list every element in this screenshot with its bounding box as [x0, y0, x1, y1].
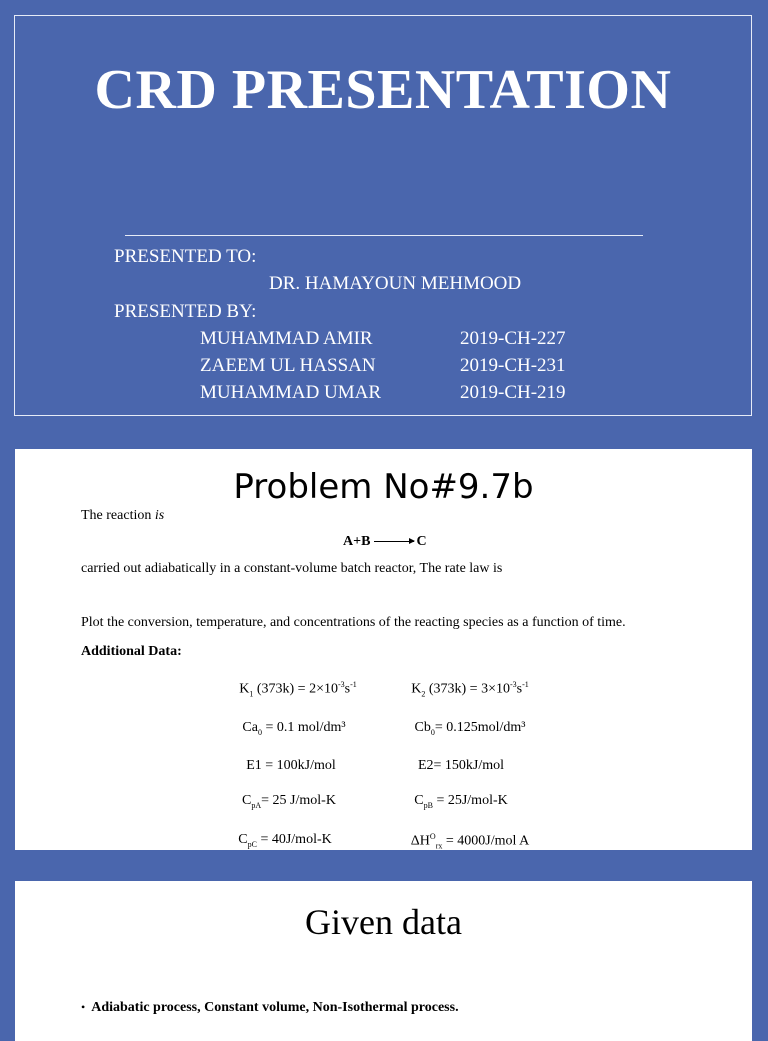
reaction-intro: The reaction is [81, 508, 165, 523]
task-description: Plot the conversion, temperature, and concentrations of the reacting species as a function of time. [81, 615, 626, 630]
ca0-value: $Ca_0 = 0.1$ mol/dm³ [242, 720, 346, 737]
given-data-slide [15, 881, 752, 1041]
bullet-item: • Adiabatic process, Constant volume, Non-Isothermal process. [81, 1000, 459, 1015]
presented-to-label: PRESENTED TO: [114, 246, 257, 267]
member-id: 2019-CH-227 [460, 328, 566, 349]
additional-data-label: Additional Data: [81, 644, 182, 659]
member-name: MUHAMMAD UMAR [200, 382, 382, 403]
problem-slide [15, 449, 752, 850]
cb0-value: $Cb_0= 0.125mol/dm^3$ [414, 720, 526, 737]
problem-title: Problem No#9.7b [233, 467, 534, 507]
given-data-title: Given data [305, 902, 462, 942]
e1-value: E1 = 100kJ/mol [246, 758, 336, 773]
member-name: MUHAMMAD AMIR [200, 328, 373, 349]
presented-by-label: PRESENTED BY: [114, 301, 257, 322]
member-name: ZAEEM UL HASSAN [200, 355, 376, 376]
divider-line [125, 235, 643, 236]
k1-value: $K_1$ $(373k) = 2\times 10^{-3}s^{-1}$ [239, 680, 357, 699]
reaction-description: carried out adiabatically in a constant-volume batch reactor, The rate law is [81, 561, 503, 576]
right-arrow-icon [374, 541, 414, 542]
presented-to-name: DR. HAMAYOUN MEHMOOD [269, 273, 522, 294]
cpa-value: $C_{pA}= 25$ J/mol-K [242, 793, 336, 810]
e2-value: E2= 150kJ/mol [417, 758, 505, 773]
delta-h-value: $\Delta H^O_{rx} = 4000J/mol$ A [410, 832, 530, 850]
title-slide [14, 15, 752, 416]
member-id: 2019-CH-219 [460, 382, 566, 403]
bullet-icon: • [81, 1000, 86, 1014]
reaction-equation: A+B C [343, 534, 427, 549]
cpb-value: $C_{pB} = 25J/mol-K$ [414, 793, 508, 810]
member-id: 2019-CH-231 [460, 355, 566, 376]
cpc-value: $C_{pC} = 40J/mol-K$ [238, 832, 332, 849]
presentation-title: CRD PRESENTATION [94, 59, 672, 121]
k2-value: $K_2$ $(373k) = 3\times 10^{-3}s^{-1}$ [411, 680, 529, 699]
